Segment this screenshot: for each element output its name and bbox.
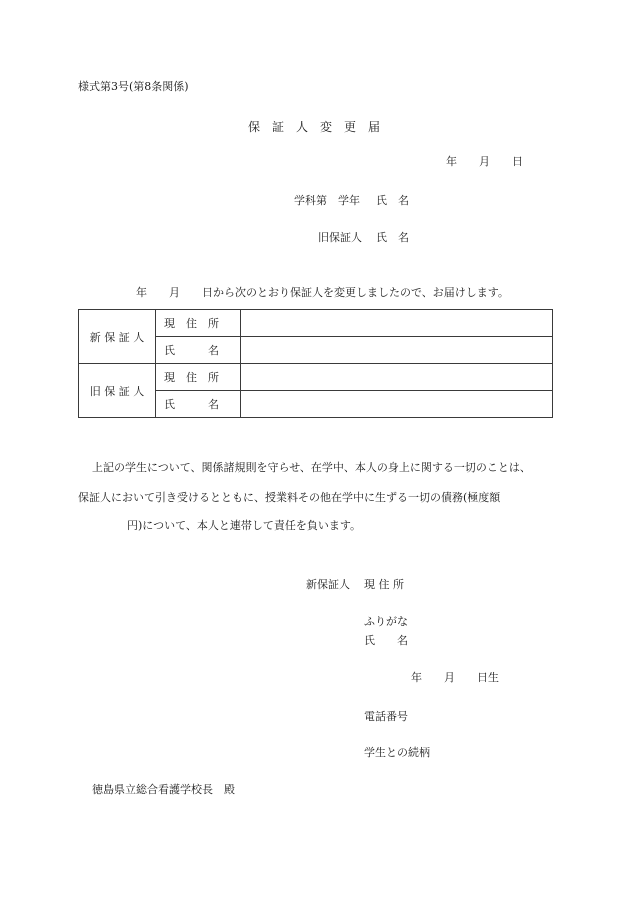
pledge-line-3: 円)について、本人と連帯して責任を負います。 [127, 519, 361, 532]
new-guarantor-signature-label: 新保証人 [306, 578, 350, 591]
form-code: 様式第3号(第8条関係) [78, 80, 189, 93]
student-name-label: 氏 名 [376, 194, 409, 207]
old-guarantor-address-label: 現 住 所 [156, 364, 241, 391]
old-guarantor-label: 旧保証人 [318, 231, 362, 244]
old-guarantor-address-field[interactable] [241, 364, 553, 391]
table-row [79, 310, 553, 337]
pledge-line-1: 上記の学生について、関係諸規則を守らせ、在学中、本人の身上に関する一切のことは、 [92, 461, 531, 474]
new-guarantor-name-field[interactable] [241, 337, 553, 364]
birth-date-line: 年 月 日生 [411, 671, 499, 684]
phone-number-label: 電話番号 [364, 710, 408, 723]
new-guarantor-address-field[interactable] [241, 310, 553, 337]
relationship-label: 学生との続柄 [364, 746, 430, 759]
page-title: 保 証 人 変 更 届 [248, 120, 381, 134]
old-guarantor-group-label: 旧 保 証 人 [79, 364, 156, 418]
old-guarantor-name-label: 氏 名 [156, 391, 241, 418]
guarantor-change-table [78, 309, 553, 418]
student-department-label: 学科第 学年 [294, 194, 360, 207]
notice-text: 年 月 日から次のとおり保証人を変更しましたので、お届けします。 [136, 286, 509, 299]
new-guarantor-address-label: 現 住 所 [156, 310, 241, 337]
signature-name-label: 氏 名 [364, 634, 408, 647]
old-guarantor-name-label: 氏 名 [376, 231, 409, 244]
old-guarantor-name-field[interactable] [241, 391, 553, 418]
addressee: 徳島県立総合看護学校長 殿 [92, 783, 235, 796]
signature-address-label: 現 住 所 [364, 578, 404, 591]
pledge-line-2: 保証人において引き受けるとともに、授業料その他在学中に生ずる一切の債務(極度額 [78, 491, 501, 504]
new-guarantor-name-label: 氏 名 [156, 337, 241, 364]
table-row [79, 364, 553, 391]
date-line: 年 月 日 [446, 155, 523, 168]
new-guarantor-group-label: 新 保 証 人 [79, 310, 156, 364]
furigana-label: ふりがな [364, 615, 408, 628]
